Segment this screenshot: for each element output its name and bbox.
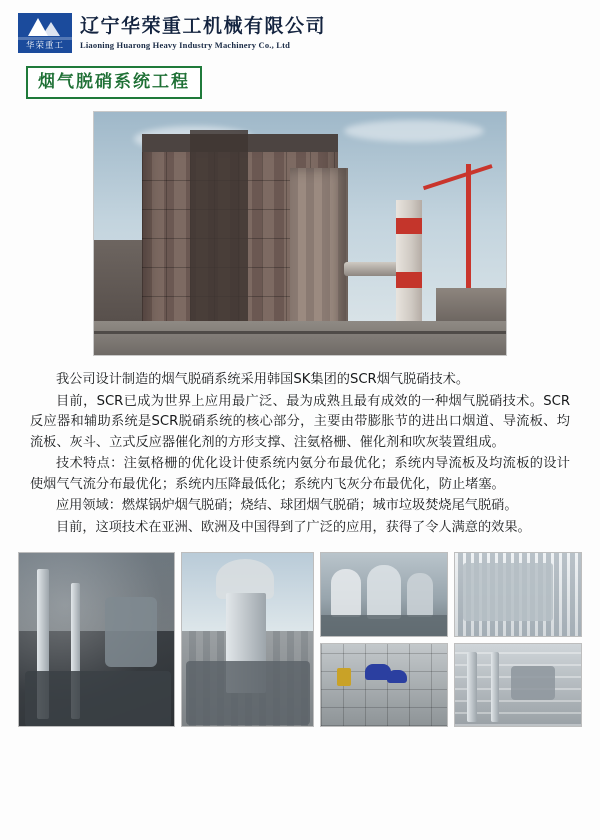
photo-pipe (467, 652, 477, 722)
paragraph-status: 目前，这项技术在亚洲、欧洲及中国得到了广泛的应用，获得了令人满意的效果。 (56, 519, 531, 535)
photo-ground (321, 615, 448, 637)
photo-valve-assembly (511, 666, 555, 700)
paragraph-intro: 我公司设计制造的烟气脱硝系统采用韩国SK集团的SCR烟气脱硝技术。 (56, 372, 470, 387)
huarong-triangles-logo-icon (18, 13, 72, 40)
paragraph-tech-features: 技术特点：注氨格栅的优化设计使系统内氨分布最优化；系统内导流板及均流板的设计使烟气气流分布最优化；系统内压降最低化；系统内飞灰分布最优化，防止堵塞。 (30, 456, 570, 492)
photo-tanks (320, 552, 448, 637)
body-text (30, 370, 570, 538)
photo-base-structure (186, 661, 310, 725)
company-logo (18, 13, 72, 53)
photo-equipment (105, 597, 157, 667)
hero-building-left (94, 240, 146, 325)
photo-tank (407, 573, 433, 617)
hero-building-right (436, 288, 506, 325)
photo-foreground (25, 671, 171, 727)
page-title: 烟气脱硝系统工程 (38, 72, 190, 92)
hero-chimney-band (396, 218, 422, 234)
hero-ground (94, 321, 506, 355)
hero-ground-rail (94, 331, 506, 334)
hero-cloud (344, 120, 484, 142)
company-name-cn: 辽宁华荣重工机械有限公司 (80, 15, 327, 37)
paragraph-scr-overview: 目前，SCR已成为世界上应用最广泛、最为成熟且最有成效的一种烟气脱硝技术。SCR反应器和辅助系统是SCR脱硝系统的核心部分，主要由带膨胀节的进出口烟道、导流板、均流板、灰斗、立式反应器催化剂的方形支撑、注氨格栅、催化剂和吹灰装置组成。 (30, 393, 570, 450)
paragraph-applications: 应用领域：燃煤锅炉烟气脱硝；烧结、球团烟气脱硝；城市垃圾焚烧尾气脱硝。 (56, 498, 518, 513)
photo-tank (331, 569, 361, 617)
logo-text: 华荣重工 (18, 40, 72, 53)
photo-installation-work (320, 643, 448, 728)
photo-gallery (18, 552, 582, 727)
section-title-banner (26, 66, 202, 99)
photo-ammonia-pipes (454, 643, 582, 728)
photo-grid-right (320, 552, 582, 727)
hero-chimney-band (396, 272, 422, 288)
photo-grid-row-bottom (320, 643, 582, 728)
section-title-wrap (26, 66, 574, 99)
page-header (0, 0, 600, 52)
photo-catalyst-module (454, 552, 582, 637)
photo-pipe (491, 652, 499, 722)
photo-grid-row-top (320, 552, 582, 637)
photo-module (463, 563, 553, 621)
photo-reactor-duct (181, 552, 314, 727)
company-name-en: Liaoning Huarong Heavy Industry Machinery Co., Ltd (80, 40, 291, 50)
photo-drum (337, 668, 351, 686)
company-name-block (80, 15, 326, 51)
photo-worker (387, 670, 407, 683)
photo-hero-plant (93, 111, 507, 356)
photo-plant-structure (18, 552, 175, 727)
photo-tank (367, 565, 401, 619)
